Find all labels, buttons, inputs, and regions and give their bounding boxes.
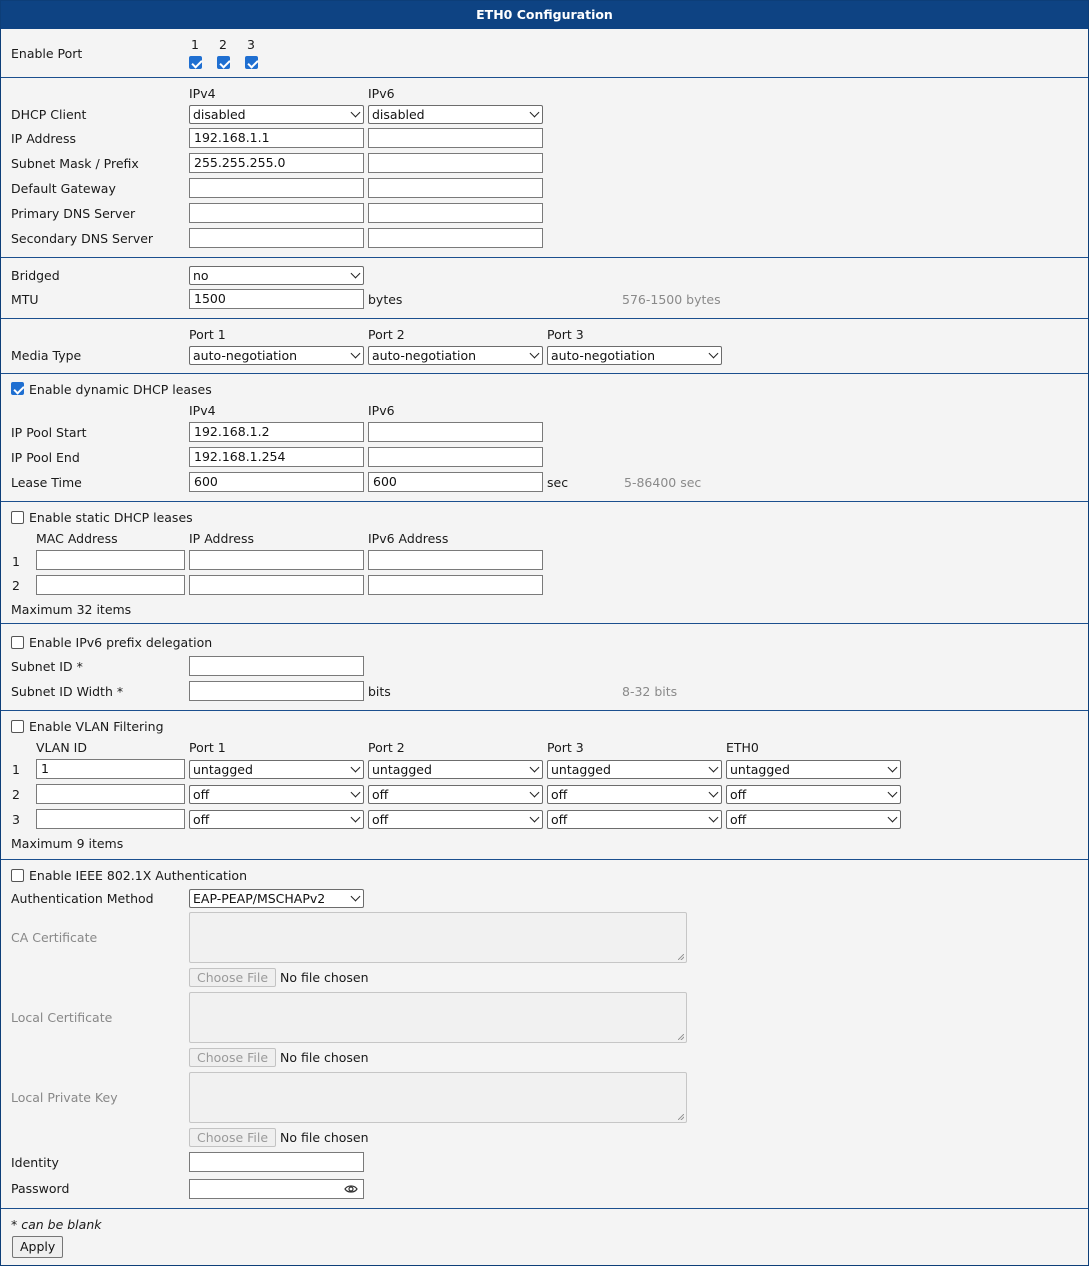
vlan-2-port-3-value: off <box>551 787 568 802</box>
chevron-down-icon <box>530 349 540 359</box>
section-divider <box>1 501 1088 502</box>
vlan-3-eth0-select[interactable] <box>726 810 901 829</box>
enable-static-dhcp-label: Enable static DHCP leases <box>29 510 193 525</box>
chevron-down-icon <box>709 349 719 359</box>
media-port-1-header: Port 1 <box>189 327 226 342</box>
lease-time-ipv4-input[interactable]: 600 <box>189 472 364 492</box>
ipv4-column-header: IPv4 <box>189 86 216 101</box>
secondary-dns-ipv4-input[interactable] <box>189 228 364 248</box>
static-row-number: 2 <box>12 578 20 593</box>
vlan-2-port-3-select[interactable] <box>547 785 722 804</box>
port-1-number: 1 <box>191 37 199 52</box>
section-divider <box>1 77 1088 78</box>
pool-end-label: IP Pool End <box>11 450 80 465</box>
media-type-port-2-select[interactable] <box>368 346 543 365</box>
vlan-1-eth0-select[interactable] <box>726 760 901 779</box>
local-certificate-label: Local Certificate <box>11 1010 113 1025</box>
subnet-id-width-input[interactable] <box>189 681 364 701</box>
dhcp-ipv6-column-header: IPv6 <box>368 403 395 418</box>
section-divider <box>1 318 1088 319</box>
vlan-id-input-1[interactable]: 1 <box>36 759 185 779</box>
media-type-port-1-value: auto-negotiation <box>193 348 298 363</box>
apply-button[interactable]: Apply <box>12 1236 63 1258</box>
pool-start-ipv6-input[interactable] <box>368 422 543 442</box>
can-be-blank-note: * can be blank <box>11 1217 102 1232</box>
chevron-down-icon <box>351 892 361 902</box>
dhcp-client-label: DHCP Client <box>11 107 87 122</box>
primary-dns-ipv4-input[interactable] <box>189 203 364 223</box>
static-mac-input-2[interactable] <box>36 575 185 595</box>
gateway-ipv4-input[interactable] <box>189 178 364 198</box>
gateway-ipv6-input[interactable] <box>368 178 543 198</box>
static-mac-input-1[interactable] <box>36 550 185 570</box>
vlan-id-column-header: VLAN ID <box>36 740 87 755</box>
vlan-2-port-1-select[interactable] <box>189 785 364 804</box>
static-max-items: Maximum 32 items <box>11 602 132 617</box>
auth-method-value: EAP-PEAP/MSCHAPv2 <box>193 891 326 906</box>
primary-dns-label: Primary DNS Server <box>11 206 136 221</box>
gateway-label: Default Gateway <box>11 181 116 196</box>
media-type-port-3-select[interactable] <box>547 346 722 365</box>
vlan-3-port-3-select[interactable] <box>547 810 722 829</box>
chevron-down-icon <box>351 813 361 823</box>
dhcp-client-ipv6-value: disabled <box>372 107 425 122</box>
dhcp-client-ipv4-value: disabled <box>193 107 246 122</box>
subnet-id-width-label: Subnet ID Width * <box>11 684 124 699</box>
vlan-2-port-2-value: off <box>372 787 389 802</box>
vlan-eth0-column-header: ETH0 <box>726 740 759 755</box>
vlan-1-port-3-value: untagged <box>551 762 611 777</box>
vlan-1-port-3-select[interactable] <box>547 760 722 779</box>
identity-label: Identity <box>11 1155 59 1170</box>
chevron-down-icon <box>530 788 540 798</box>
vlan-3-port-3-value: off <box>551 812 568 827</box>
primary-dns-ipv6-input[interactable] <box>368 203 543 223</box>
vlan-row-number: 3 <box>12 812 20 827</box>
pool-start-label: IP Pool Start <box>11 425 87 440</box>
enable-vlan-label: Enable VLAN Filtering <box>29 719 164 734</box>
static-ipv6-input-1[interactable] <box>368 550 543 570</box>
chevron-down-icon <box>888 763 898 773</box>
bridged-label: Bridged <box>11 268 60 283</box>
vlan-3-eth0-value: off <box>730 812 747 827</box>
static-ip-input-2[interactable] <box>189 575 364 595</box>
static-row-number: 1 <box>12 554 20 569</box>
section-divider <box>1 257 1088 258</box>
secondary-dns-ipv6-input[interactable] <box>368 228 543 248</box>
chevron-down-icon <box>351 763 361 773</box>
vlan-id-input-2[interactable] <box>36 784 185 804</box>
subnet-id-label: Subnet ID * <box>11 659 83 674</box>
media-type-port-3-value: auto-negotiation <box>551 348 656 363</box>
vlan-port-2-column-header: Port 2 <box>368 740 405 755</box>
lease-time-hint: 5-86400 sec <box>624 475 702 490</box>
pool-end-ipv6-input[interactable] <box>368 447 543 467</box>
enable-dynamic-dhcp-label: Enable dynamic DHCP leases <box>29 382 212 397</box>
lease-time-label: Lease Time <box>11 475 82 490</box>
media-port-2-header: Port 2 <box>368 327 405 342</box>
lease-time-ipv6-input[interactable]: 600 <box>368 472 543 492</box>
vlan-1-port-1-value: untagged <box>193 762 253 777</box>
dhcp-ipv4-column-header: IPv4 <box>189 403 216 418</box>
auth-method-select[interactable] <box>189 889 364 908</box>
ipv6-column-header: IPv6 <box>368 86 395 101</box>
mtu-unit: bytes <box>368 292 403 307</box>
subnet-ipv6-input[interactable] <box>368 153 543 173</box>
chevron-down-icon <box>530 813 540 823</box>
enable-8021x-checkbox[interactable] <box>11 869 24 882</box>
media-port-3-header: Port 3 <box>547 327 584 342</box>
static-ipv6-input-2[interactable] <box>368 575 543 595</box>
ip-address-label: IP Address <box>11 131 76 146</box>
section-divider <box>1 623 1088 624</box>
chevron-down-icon <box>351 269 361 279</box>
local-private-key-choose-file-button[interactable]: Choose File <box>189 1128 276 1147</box>
local-certificate-choose-file-button[interactable]: Choose File <box>189 1048 276 1067</box>
secondary-dns-label: Secondary DNS Server <box>11 231 154 246</box>
ip-address-ipv4-input[interactable]: 192.168.1.1 <box>189 128 364 148</box>
vlan-2-eth0-select[interactable] <box>726 785 901 804</box>
ipv6-address-column-header: IPv6 Address <box>368 531 449 546</box>
vlan-port-3-column-header: Port 3 <box>547 740 584 755</box>
lease-time-unit: sec <box>547 475 569 490</box>
auth-method-label: Authentication Method <box>11 891 154 906</box>
ca-certificate-textarea[interactable] <box>189 912 687 963</box>
vlan-row-number: 2 <box>12 787 20 802</box>
section-divider <box>1 373 1088 374</box>
mtu-input[interactable]: 1500 <box>189 289 364 309</box>
vlan-3-port-2-value: off <box>372 812 389 827</box>
chevron-down-icon <box>709 763 719 773</box>
pool-end-ipv4-input[interactable]: 192.168.1.254 <box>189 447 364 467</box>
enable-port-label: Enable Port <box>11 46 83 61</box>
section-divider <box>1 710 1088 711</box>
ip-address-column-header: IP Address <box>189 531 254 546</box>
page-title: ETH0 Configuration <box>1 1 1088 29</box>
chevron-down-icon <box>530 108 540 118</box>
ip-address-ipv6-input[interactable] <box>368 128 543 148</box>
enable-dynamic-dhcp-checkbox[interactable] <box>11 382 24 395</box>
section-divider <box>1 859 1088 860</box>
vlan-1-port-1-select[interactable] <box>189 760 364 779</box>
vlan-2-port-1-value: off <box>193 787 210 802</box>
enable-static-dhcp-checkbox[interactable] <box>11 511 24 524</box>
dhcp-client-ipv4-select[interactable] <box>189 105 364 124</box>
subnet-ipv4-input[interactable]: 255.255.255.0 <box>189 153 364 173</box>
section-divider <box>1 1208 1088 1209</box>
media-type-port-1-select[interactable] <box>189 346 364 365</box>
subnet-id-width-unit: bits <box>368 684 391 699</box>
vlan-port-1-column-header: Port 1 <box>189 740 226 755</box>
local-certificate-textarea[interactable] <box>189 992 687 1043</box>
chevron-down-icon <box>351 788 361 798</box>
vlan-row-number: 1 <box>12 762 20 777</box>
static-ip-input-1[interactable] <box>189 550 364 570</box>
subnet-label: Subnet Mask / Prefix <box>11 156 139 171</box>
chevron-down-icon <box>709 813 719 823</box>
password-input[interactable] <box>189 1179 364 1199</box>
chevron-down-icon <box>351 108 361 118</box>
ca-certificate-file-status: No file chosen <box>280 970 369 985</box>
media-type-label: Media Type <box>11 348 82 363</box>
chevron-down-icon <box>888 813 898 823</box>
local-private-key-textarea[interactable] <box>189 1072 687 1123</box>
vlan-1-eth0-value: untagged <box>730 762 790 777</box>
local-certificate-file-status: No file chosen <box>280 1050 369 1065</box>
bridged-value: no <box>193 268 209 283</box>
vlan-3-port-2-select[interactable] <box>368 810 543 829</box>
vlan-3-port-1-value: off <box>193 812 210 827</box>
subnet-id-width-hint: 8-32 bits <box>622 684 678 699</box>
chevron-down-icon <box>351 349 361 359</box>
vlan-id-input-3[interactable] <box>36 809 185 829</box>
dhcp-client-ipv6-select[interactable] <box>368 105 543 124</box>
show-password-eye-icon[interactable] <box>344 1184 358 1194</box>
vlan-2-port-2-select[interactable] <box>368 785 543 804</box>
identity-input[interactable] <box>189 1152 364 1172</box>
vlan-2-eth0-value: off <box>730 787 747 802</box>
subnet-id-input[interactable] <box>189 656 364 676</box>
mac-address-column-header: MAC Address <box>36 531 118 546</box>
port-3-number: 3 <box>247 37 255 52</box>
chevron-down-icon <box>888 788 898 798</box>
vlan-max-items: Maximum 9 items <box>11 836 124 851</box>
password-label: Password <box>11 1181 70 1196</box>
vlan-1-port-2-value: untagged <box>372 762 432 777</box>
local-private-key-file-status: No file chosen <box>280 1130 369 1145</box>
enable-8021x-label: Enable IEEE 802.1X Authentication <box>29 868 247 883</box>
enable-port-3-checkbox[interactable] <box>245 56 258 69</box>
local-private-key-label: Local Private Key <box>11 1090 118 1105</box>
enable-vlan-checkbox[interactable] <box>11 720 24 733</box>
enable-port-2-checkbox[interactable] <box>217 56 230 69</box>
chevron-down-icon <box>530 763 540 773</box>
bridged-select[interactable] <box>189 266 364 285</box>
enable-port-1-checkbox[interactable] <box>189 56 202 69</box>
ca-certificate-label: CA Certificate <box>11 930 98 945</box>
ca-certificate-choose-file-button[interactable]: Choose File <box>189 968 276 987</box>
pool-start-ipv4-input[interactable]: 192.168.1.2 <box>189 422 364 442</box>
mtu-label: MTU <box>11 292 39 307</box>
enable-prefix-delegation-checkbox[interactable] <box>11 636 24 649</box>
vlan-3-port-1-select[interactable] <box>189 810 364 829</box>
mtu-hint: 576-1500 bytes <box>622 292 721 307</box>
media-type-port-2-value: auto-negotiation <box>372 348 477 363</box>
port-2-number: 2 <box>219 37 227 52</box>
enable-prefix-delegation-label: Enable IPv6 prefix delegation <box>29 635 213 650</box>
chevron-down-icon <box>709 788 719 798</box>
vlan-1-port-2-select[interactable] <box>368 760 543 779</box>
